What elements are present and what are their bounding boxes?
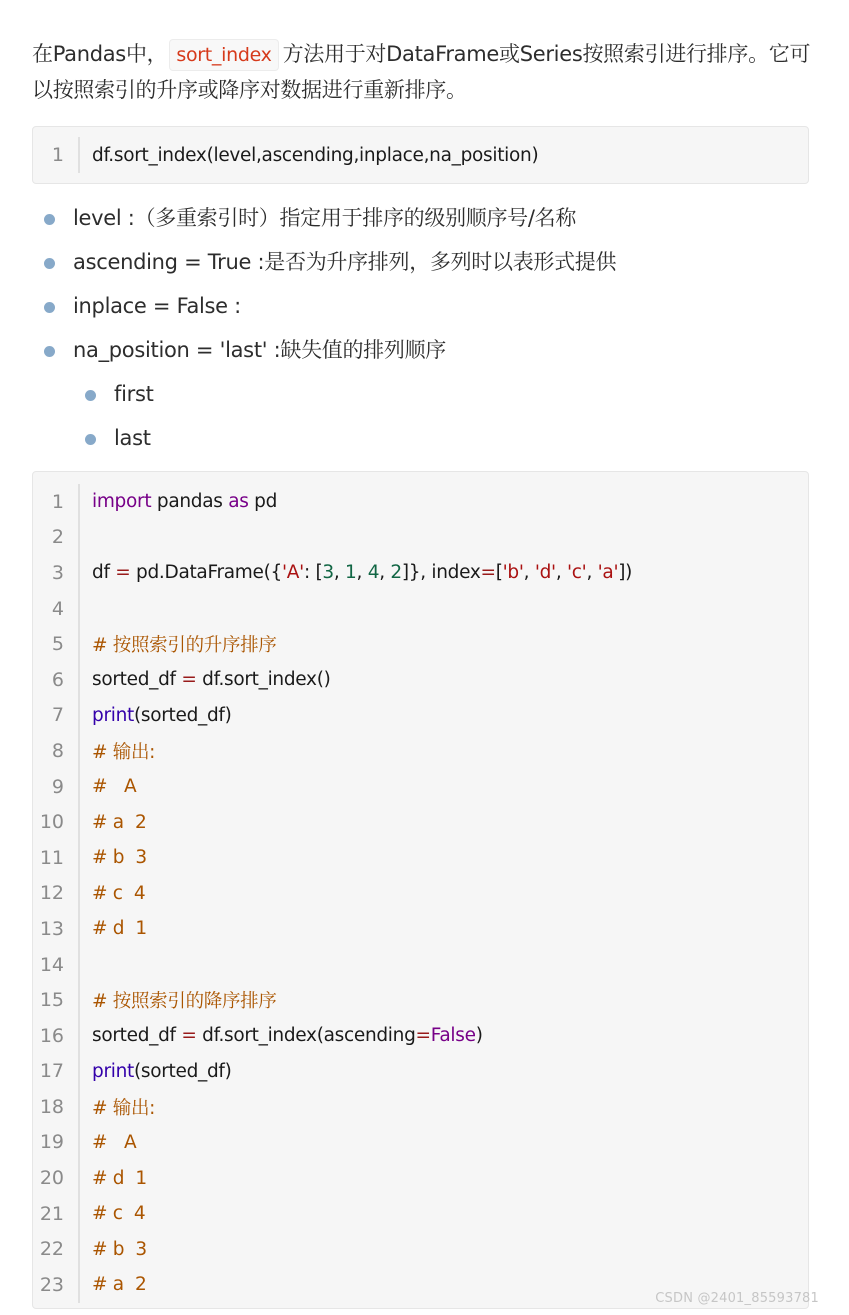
- comment: # a 2: [92, 811, 147, 833]
- code-segment: df.sort_index(ascending: [196, 1025, 416, 1047]
- code-line: [33, 804, 808, 840]
- code-line: [33, 733, 808, 769]
- comment: # b 3: [92, 1238, 147, 1260]
- gutter-divider: [78, 1054, 80, 1090]
- code-segment: pd.DataFrame({: [130, 562, 283, 584]
- line-number: 6: [51, 668, 64, 691]
- code-line: [33, 591, 808, 627]
- code-line: [33, 982, 808, 1018]
- string-literal: 'd': [534, 562, 556, 584]
- bullet-dot-icon: [44, 346, 55, 357]
- number-literal: 3: [322, 562, 334, 584]
- code-line: [33, 947, 808, 983]
- code-line: [33, 484, 808, 520]
- param-inplace: inplace = False :: [73, 294, 241, 318]
- line-number: 1: [51, 490, 64, 513]
- code-text: [92, 705, 232, 726]
- code-line: [33, 769, 808, 805]
- list-item: [32, 196, 817, 240]
- line-number: 22: [39, 1238, 64, 1261]
- gutter-divider: [78, 876, 80, 912]
- inline-code-sort-index: sort_index: [169, 39, 278, 71]
- number-literal: 2: [390, 562, 402, 584]
- comment: # 按照索引的降序排序: [92, 991, 277, 1013]
- code-segment: ,: [523, 562, 535, 584]
- code-text: [92, 491, 277, 512]
- keyword: False: [430, 1025, 476, 1047]
- comment: # 按照索引的升序排序: [92, 635, 277, 657]
- code-line: [33, 1160, 808, 1196]
- line-number: 5: [51, 633, 64, 656]
- code-segment: pd: [248, 491, 278, 513]
- line-number: 3: [51, 561, 64, 584]
- gutter-divider: [78, 1125, 80, 1161]
- number-literal: 1: [345, 562, 357, 584]
- string-literal: 'A': [282, 562, 304, 584]
- intro-text-end: 方法用于对DataFrame或Series按照索引进行排序。它可以按照索引的升序或降序对数据进行重新排序。: [32, 42, 811, 102]
- line-number: 1: [51, 144, 64, 166]
- code-segment: ): [475, 1025, 483, 1047]
- gutter-divider: [78, 982, 80, 1018]
- keyword: as: [228, 491, 249, 513]
- code-segment: (sorted_df): [133, 704, 232, 726]
- code-line: [33, 662, 808, 698]
- gutter-divider: [78, 137, 80, 173]
- code-line: [33, 555, 808, 591]
- gutter-divider: [78, 1089, 80, 1125]
- gutter-divider: [78, 1160, 80, 1196]
- operator: =: [181, 1025, 197, 1047]
- code-segment: [: [495, 562, 503, 584]
- line-number: 15: [39, 989, 64, 1012]
- keyword: import: [92, 491, 152, 513]
- gutter-divider: [78, 591, 80, 627]
- comment: # 输出:: [92, 741, 156, 763]
- code-segment: sorted_df: [92, 1025, 182, 1047]
- code-segment: ]}, index: [401, 562, 481, 584]
- intro-text-start: 在Pandas中，: [32, 42, 168, 66]
- code-segment: sorted_df: [92, 669, 182, 691]
- comment: # d 1: [92, 1167, 147, 1189]
- gutter-divider: [78, 698, 80, 734]
- code-line: [33, 1231, 808, 1267]
- line-number: 7: [51, 704, 64, 727]
- gutter-divider: [78, 804, 80, 840]
- gutter-divider: [78, 911, 80, 947]
- code-line: [33, 698, 808, 734]
- gutter-divider: [78, 1196, 80, 1232]
- param-level: level :（多重索引时）指定用于排序的级别顺序号/名称: [73, 206, 577, 230]
- gutter-divider: [78, 769, 80, 805]
- code-line: [33, 1054, 808, 1090]
- param-na-position: na_position = 'last' :缺失值的排列顺序: [73, 338, 446, 362]
- comment: # a 2: [92, 1274, 147, 1296]
- line-number: 11: [39, 846, 64, 869]
- code-segment: df: [92, 562, 116, 584]
- builtin-function: print: [92, 1060, 134, 1082]
- line-number: 12: [39, 882, 64, 905]
- code-segment: df.sort_index(): [196, 669, 331, 691]
- signature-code-block[interactable]: [32, 126, 809, 184]
- line-number: 10: [39, 811, 64, 834]
- comment: # c 4: [92, 882, 146, 904]
- gutter-divider: [78, 484, 80, 520]
- bullet-dot-icon: [44, 258, 55, 269]
- code-segment: (sorted_df): [133, 1060, 232, 1082]
- line-number: 9: [51, 775, 64, 798]
- operator: =: [415, 1025, 431, 1047]
- line-number: 13: [39, 917, 64, 940]
- comment: # d 1: [92, 918, 147, 940]
- bullet-dot-icon: [44, 214, 55, 225]
- code-segment: ,: [333, 562, 346, 584]
- gutter-divider: [78, 733, 80, 769]
- gutter-divider: [78, 662, 80, 698]
- gutter-divider: [78, 1267, 80, 1303]
- line-number: 17: [39, 1060, 64, 1083]
- code-line: [33, 626, 808, 662]
- na-option-last: last: [114, 426, 151, 450]
- code-segment: ,: [586, 562, 598, 584]
- code-text: [92, 1061, 232, 1082]
- comment: # c 4: [92, 1203, 146, 1225]
- code-line: [33, 520, 808, 556]
- code-line: [33, 1018, 808, 1054]
- string-literal: 'c': [567, 562, 587, 584]
- code-segment: pandas: [151, 491, 229, 513]
- line-number: 16: [39, 1024, 64, 1047]
- line-number: 23: [39, 1273, 64, 1296]
- bullet-dot-icon: [85, 434, 96, 445]
- code-text: [92, 562, 632, 583]
- na-option-first: first: [114, 382, 154, 406]
- bullet-dot-icon: [85, 390, 96, 401]
- gutter-divider: [78, 626, 80, 662]
- line-number: 21: [39, 1202, 64, 1225]
- code-line: [33, 1196, 808, 1232]
- line-number: 8: [51, 739, 64, 762]
- comment: # A: [92, 1131, 137, 1153]
- comment: # A: [92, 776, 137, 798]
- operator: =: [480, 562, 496, 584]
- number-literal: 4: [367, 562, 380, 584]
- list-item: [32, 240, 817, 284]
- code-line: [33, 876, 808, 912]
- code-line: [33, 840, 808, 876]
- line-number: 19: [39, 1131, 64, 1154]
- example-code-block[interactable]: [32, 471, 809, 1309]
- code-segment: ]): [618, 562, 633, 584]
- line-number: 2: [51, 526, 64, 549]
- code-line: [33, 1089, 808, 1125]
- gutter-divider: [78, 1231, 80, 1267]
- gutter-divider: [78, 840, 80, 876]
- gutter-divider: [78, 520, 80, 556]
- list-item: [32, 416, 817, 460]
- param-ascending: ascending = True :是否为升序排列，多列时以表形式提供: [73, 250, 617, 274]
- code-segment: ,: [555, 562, 568, 584]
- line-number: 4: [51, 597, 64, 620]
- gutter-divider: [78, 947, 80, 983]
- code-segment: : [: [303, 562, 323, 584]
- builtin-function: print: [92, 704, 134, 726]
- watermark: CSDN @2401_85593781: [655, 1291, 819, 1306]
- line-number: 14: [39, 953, 64, 976]
- operator: =: [115, 562, 131, 584]
- comment: # 输出:: [92, 1097, 156, 1119]
- signature-code-text: df.sort_index(level,ascending,inplace,na_position): [92, 144, 539, 166]
- operator: =: [181, 669, 197, 691]
- code-line: [33, 911, 808, 947]
- string-literal: 'a': [597, 562, 619, 584]
- code-text: [92, 669, 331, 690]
- code-segment: ,: [379, 562, 391, 584]
- list-item: [32, 372, 817, 416]
- string-literal: 'b': [502, 562, 524, 584]
- comment: # b 3: [92, 847, 147, 869]
- bullet-dot-icon: [44, 302, 55, 313]
- list-item: [32, 328, 817, 372]
- code-line: [33, 1125, 808, 1161]
- parameter-list: [32, 196, 817, 460]
- line-number: 18: [39, 1095, 64, 1118]
- line-number: 20: [39, 1167, 64, 1190]
- intro-paragraph: [32, 36, 817, 108]
- gutter-divider: [78, 1018, 80, 1054]
- list-item: [32, 284, 817, 328]
- code-text: [92, 1025, 483, 1046]
- gutter-divider: [78, 555, 80, 591]
- code-line: [33, 137, 808, 173]
- code-segment: ,: [356, 562, 368, 584]
